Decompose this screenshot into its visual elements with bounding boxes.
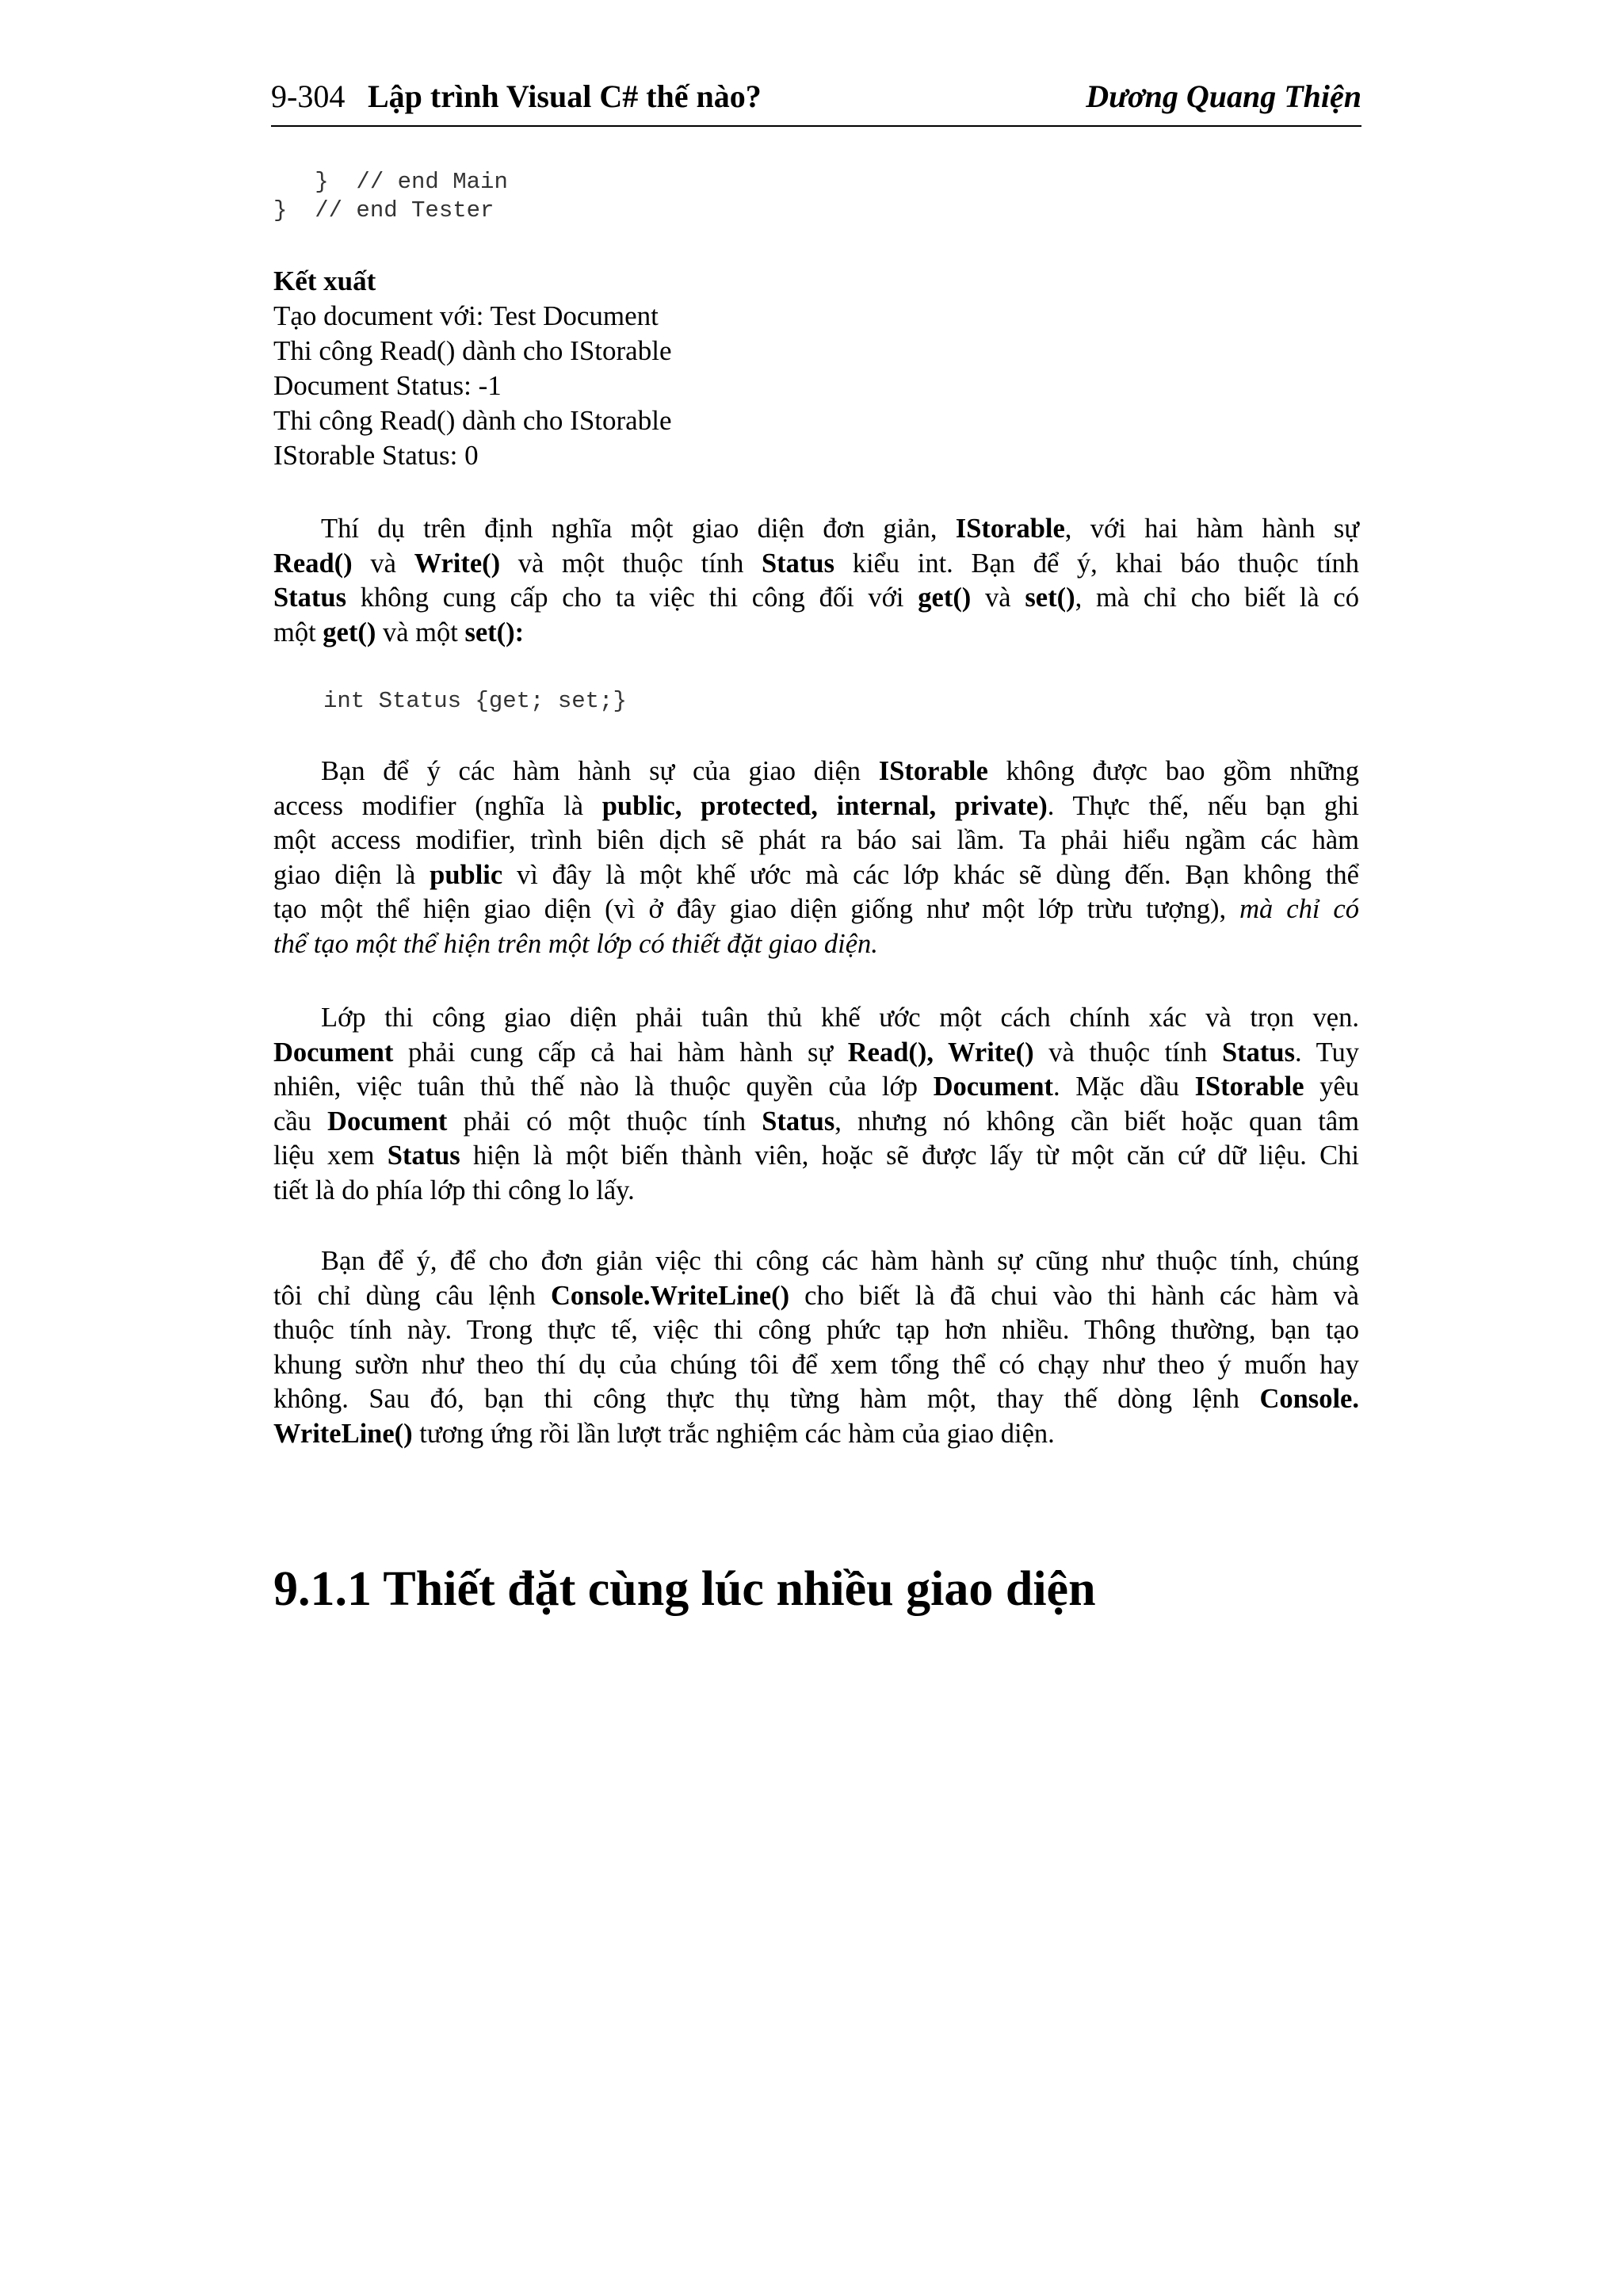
code-block-status-property: int Status {get; set;} (323, 688, 627, 714)
paragraph-access-modifiers: Bạn để ý các hàm hành sự của giao diện IStorable không được bao gồm những access modifier (nghĩa là public, protected, internal, private). Thực thế, nếu bạn ghi một access modifier, trình biên dịch sẽ phát ra báo sai lầm. Ta phải hiểu ngầm các hàm giao diện là public vì đây là một khế ước mà các lớp khác sẽ dùng đến. Bạn không thể tạo một thể hiện giao diện (vì ở đây giao diện giống như một lớp trừu tượng), mà chỉ có thể tạo một thể hiện trên một lớp có thiết đặt giao diện. (273, 756, 1359, 959)
output-line: Document Status: -1 (273, 370, 502, 401)
code-block-end-main (273, 168, 508, 225)
output-block (273, 264, 671, 473)
page-header (271, 73, 1361, 127)
output-line: Tạo document với: Test Document (273, 300, 659, 331)
output-title: Kết xuất (273, 266, 376, 296)
code-line: } // end Main (273, 169, 508, 195)
paragraph-implementation-note: Bạn để ý, để cho đơn giản việc thi công các hàm hành sự cũng như thuộc tính, chúng tôi chỉ dùng câu lệnh Console.WriteLine() cho biết là đã chui vào thi hành các hàm và thuộc tính này. Trong thực tế, việc thi công phức tạp hơn nhiều. Thông thường, bạn tạo khung sườn như theo thí dụ của chúng tôi để xem tổng thể có chạy như theo ý muốn hay không. Sau đó, bạn thi công thực thụ từng hàm một, thay thế dòng lệnh Console. WriteLine() tương ứng rồi lần lượt trắc nghiệm các hàm của giao diện. (273, 1246, 1359, 1449)
book-title: Lập trình Visual C# thế nào? (368, 78, 762, 114)
output-line: Thi công Read() dành cho IStorable (273, 405, 672, 436)
output-line: IStorable Status: 0 (273, 440, 479, 471)
code-line: } // end Tester (273, 197, 495, 223)
section-heading: 9.1.1 Thiết đặt cùng lúc nhiều giao diện (273, 1562, 1096, 1616)
paragraph-istorable-definition: Thí dụ trên định nghĩa một giao diện đơn giản, IStorable, với hai hàm hành sự Read() và Write() và một thuộc tính Status kiểu int. Bạn để ý, khai báo thuộc tính Status không cung cấp cho ta việc thi công đối với get() và set(), mà chỉ cho biết là có một get() và một set(): (273, 514, 1360, 648)
paragraph-contract-compliance: Lớp thi công giao diện phải tuân thủ khế ước một cách chính xác và trọn vẹn. Document phải cung cấp cả hai hàm hành sự Read(), Write() và thuộc tính Status. Tuy nhiên, việc tuân thủ thế nào là thuộc quyền của lớp Document. Mặc dầu IStorable yêu cầu Document phải có một thuộc tính Status, nhưng nó không cần biết hoặc quan tâm liệu xem Status hiện là một biến thành viên, hoặc sẽ được lấy từ một căn cứ dữ liệu. Chi tiết là do phía lớp thi công lo lấy. (273, 1003, 1359, 1205)
output-line: Thi công Read() dành cho IStorable (273, 335, 672, 366)
page-number: 9-304 (271, 78, 346, 114)
author-name: Dương Quang Thiện (1086, 78, 1361, 114)
